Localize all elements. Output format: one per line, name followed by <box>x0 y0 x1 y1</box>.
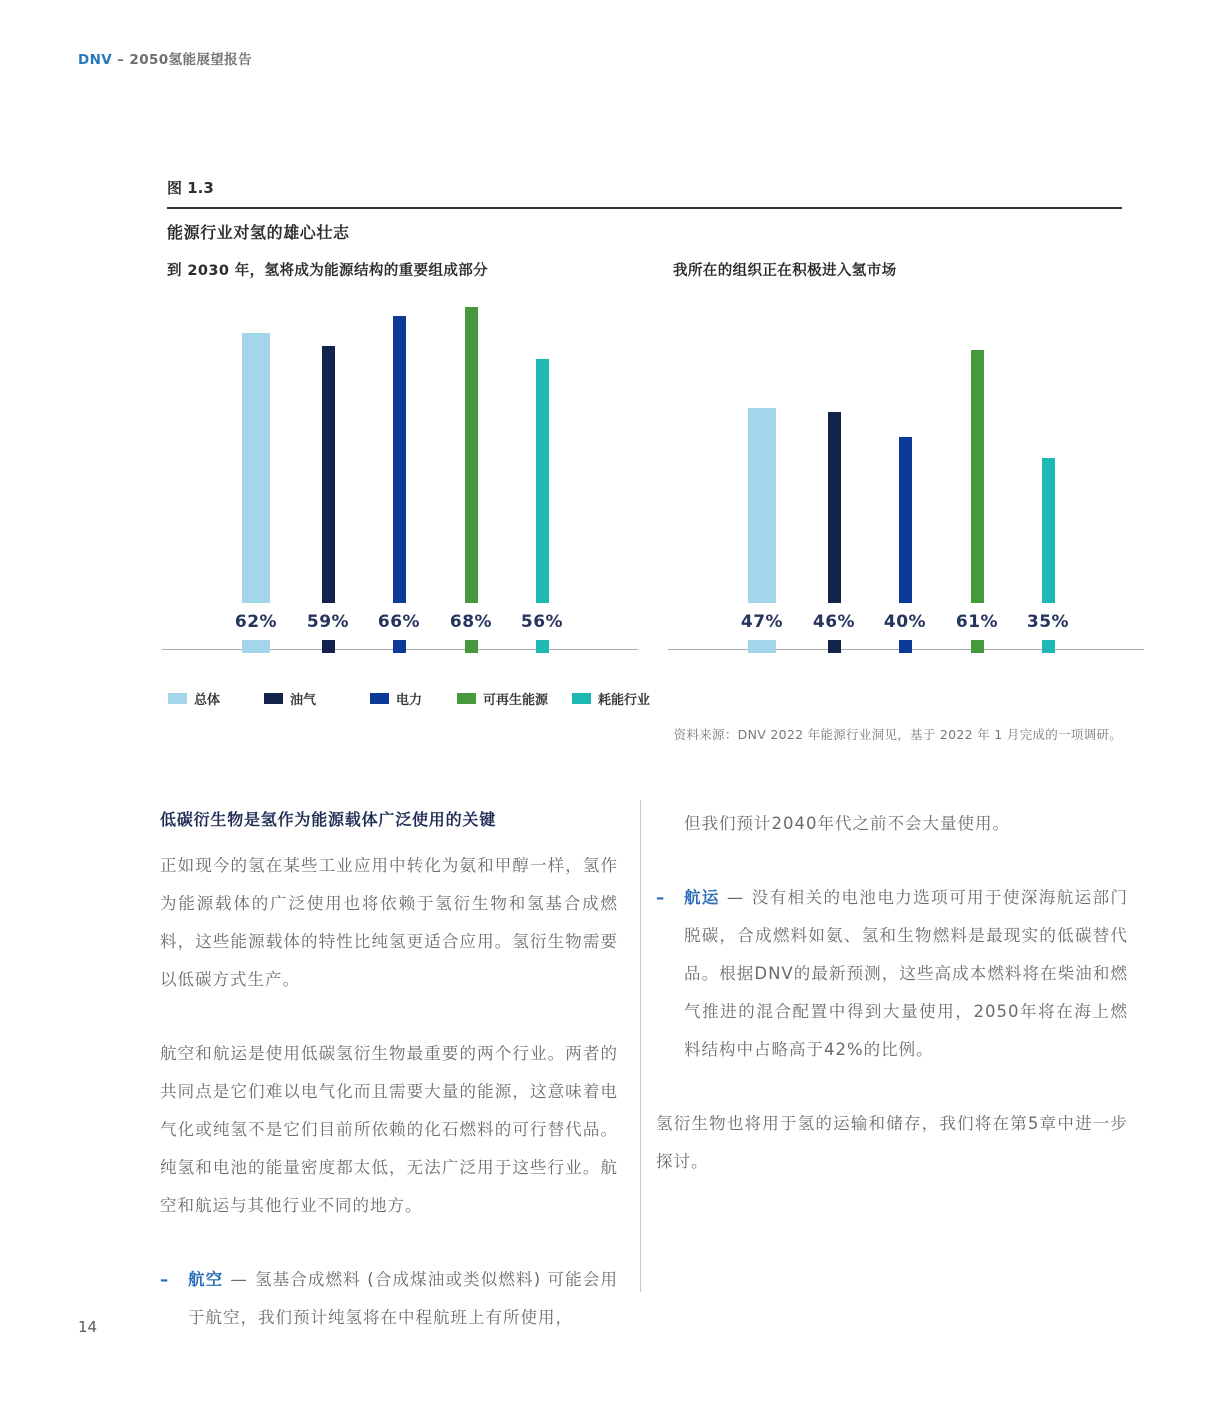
bar-group-油气 <box>800 412 868 653</box>
article-left-column <box>160 805 618 1373</box>
legend-label: 耗能行业 <box>598 693 651 708</box>
bullet-separator: — <box>726 888 745 907</box>
bar-value-label: 35% <box>1026 611 1070 632</box>
bar-value-label: 46% <box>812 611 856 632</box>
legend-label: 总体 <box>194 693 221 708</box>
section-heading: 低碳衍生物是氢作为能源载体广泛使用的关键 <box>160 810 497 829</box>
bar-group-总体 <box>222 333 290 653</box>
bar-group-电力 <box>871 437 939 653</box>
figure-number: 图 1.3 <box>167 179 214 197</box>
bar-电力 <box>393 316 406 603</box>
bar-chart-entering-market <box>668 295 1144 653</box>
bullet-dash: – <box>160 1270 170 1289</box>
bar-总体 <box>242 333 270 603</box>
bullet-term-aviation: 航空 <box>188 1270 224 1289</box>
bar-可再生能源 <box>465 307 478 603</box>
bar-value-label: 66% <box>377 611 421 632</box>
paragraph: 正如现今的氢在某些工业应用中转化为氨和甲醇一样，氢作为能源载体的广泛使用也将依赖于氢衍生物和氢基合成燃料，这些能源载体的特性比纯氢更适合应用。氢衍生物需要以低碳方式生产。 <box>160 856 618 989</box>
legend-item-电力 <box>370 689 422 708</box>
paragraph: 航空和航运是使用低碳氢衍生物最重要的两个行业。两者的共同点是它们难以电气化而且需要大量的能源，这意味着电气化或纯氢不是它们目前所依赖的化石燃料的可行替代品。纯氢和电池的能量密度都太低，无法广泛用于这些行业。航空和航运与其他行业不同的地方。 <box>160 1044 618 1215</box>
bullet-text: 没有相关的电池电力选项可用于使深海航运部门脱碳，合成燃料如氨、氢和生物燃料是最现实的低碳替代品。根据DNV的最新预测，这些高成本燃料将在柴油和燃气推进的混合配置中得到大量使用，2050年将在海上燃料结构中占略高于42%的比例。 <box>684 888 1129 1059</box>
bullet-continuation: 但我们预计2040年代之前不会大量使用。 <box>684 814 1010 833</box>
article-right-column <box>656 805 1128 1217</box>
chart-legend <box>162 689 1142 707</box>
document-header <box>78 48 252 68</box>
legend-label: 电力 <box>396 693 423 708</box>
page-number: 14 <box>78 1318 98 1336</box>
bar-group-总体 <box>728 408 796 653</box>
bar-group-耗能行业 <box>508 359 576 653</box>
legend-item-总体 <box>168 689 220 708</box>
category-tick-mark <box>899 640 912 653</box>
category-tick-mark <box>322 640 335 653</box>
bar-group-电力 <box>365 316 433 653</box>
category-tick-mark <box>971 640 984 653</box>
legend-swatch <box>168 693 187 704</box>
bullet-shipping <box>656 879 1128 1069</box>
legend-item-可再生能源 <box>457 689 548 708</box>
figure-rule <box>167 207 1122 209</box>
bar-value-label: 62% <box>234 611 278 632</box>
bar-group-耗能行业 <box>1014 458 1082 653</box>
legend-swatch <box>572 693 591 704</box>
category-tick-mark <box>828 640 841 653</box>
legend-label: 可再生能源 <box>483 693 549 708</box>
column-divider <box>640 800 641 1292</box>
category-tick-mark <box>465 640 478 653</box>
legend-swatch <box>264 693 283 704</box>
bar-总体 <box>748 408 776 603</box>
bar-value-label: 68% <box>449 611 493 632</box>
category-tick-mark <box>393 640 406 653</box>
bar-value-label: 40% <box>883 611 927 632</box>
figure-title: 能源行业对氢的雄心壮志 <box>167 223 350 242</box>
bar-value-label: 56% <box>520 611 564 632</box>
bar-group-可再生能源 <box>437 307 505 653</box>
bar-group-油气 <box>294 346 362 653</box>
bar-可再生能源 <box>971 350 984 603</box>
dnv-logo-text: DNV <box>78 52 113 68</box>
chart-right-title: 我所在的组织正在积极进入氢市场 <box>673 263 897 279</box>
source-note: 资料来源：DNV 2022 年能源行业洞见，基于 2022 年 1 月完成的一项调研。 <box>673 727 1122 742</box>
bar-value-label: 61% <box>955 611 999 632</box>
bar-油气 <box>828 412 841 603</box>
category-tick-mark <box>536 640 549 653</box>
legend-swatch <box>457 693 476 704</box>
bullet-term-shipping: 航运 <box>684 888 720 907</box>
bar-耗能行业 <box>1042 458 1055 603</box>
chart-left-title: 到 2030 年，氢将成为能源结构的重要组成部分 <box>167 263 489 279</box>
bullet-aviation <box>160 1261 618 1337</box>
legend-item-耗能行业 <box>572 689 650 708</box>
bullet-separator: — <box>230 1270 248 1289</box>
bar-油气 <box>322 346 335 603</box>
document-title: – 2050氢能展望报告 <box>117 52 252 68</box>
category-tick-mark <box>1042 640 1055 653</box>
paragraph: 氢衍生物也将用于氢的运输和储存，我们将在第5章中进一步探讨。 <box>656 1114 1128 1171</box>
legend-item-油气 <box>264 689 316 708</box>
bar-chart-hydrogen-2030 <box>162 295 638 653</box>
bullet-dash: – <box>656 888 666 907</box>
legend-swatch <box>370 693 389 704</box>
bar-耗能行业 <box>536 359 549 603</box>
bullet-text: 氢基合成燃料 (合成煤油或类似燃料) 可能会用于航空，我们预计纯氢将在中程航班上有所使用， <box>188 1270 618 1327</box>
bar-value-label: 47% <box>740 611 784 632</box>
bar-value-label: 59% <box>306 611 350 632</box>
bar-电力 <box>899 437 912 603</box>
legend-label: 油气 <box>290 693 317 708</box>
category-tick-mark <box>748 640 776 653</box>
bar-group-可再生能源 <box>943 350 1011 653</box>
category-tick-mark <box>242 640 270 653</box>
